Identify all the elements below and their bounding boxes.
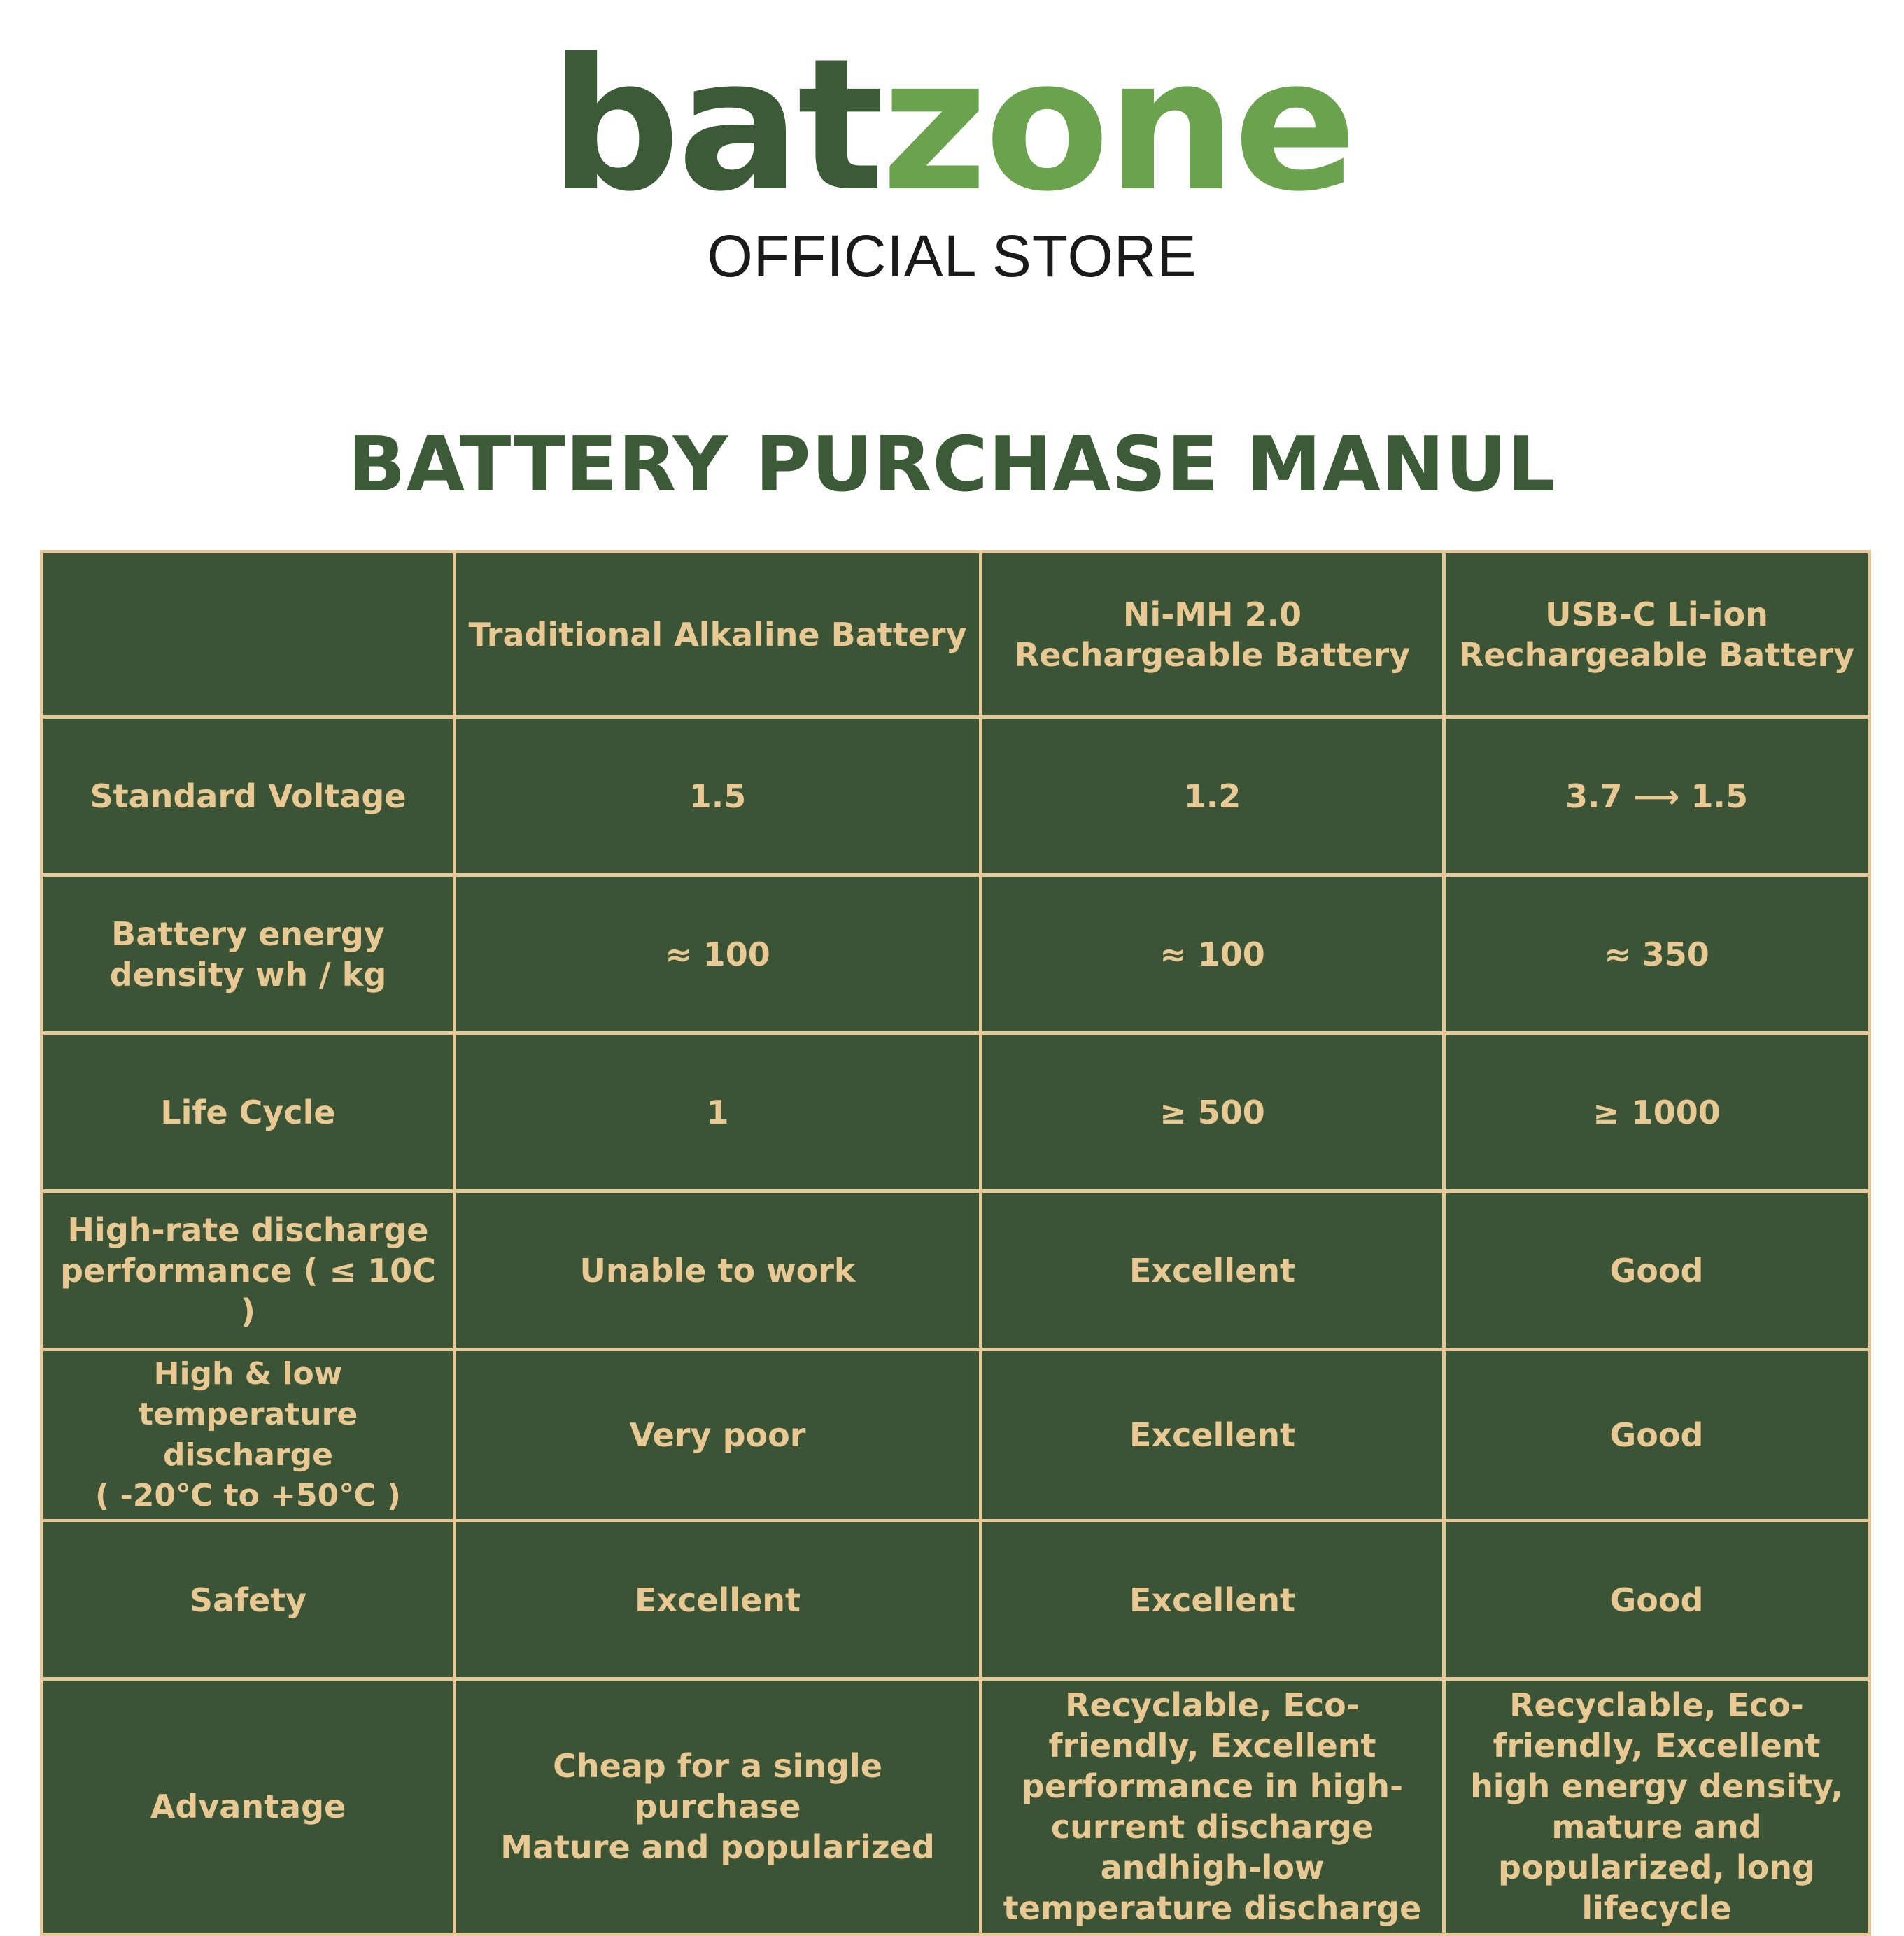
logo-zone: zone	[881, 20, 1355, 232]
header-liion	[1444, 552, 1870, 717]
row-label-standard-voltage: Standard Voltage	[42, 717, 455, 875]
cell-alkaline-advantage-line2: Mature and popularized	[500, 1828, 935, 1866]
header-liion-line1: USB-C Li-ion	[1545, 595, 1768, 633]
table-row	[42, 1350, 1870, 1521]
cell-nimh-density: ≈ 100	[981, 875, 1444, 1033]
row-label-energy-density-line2: density wh / kg	[109, 955, 387, 994]
cell-alkaline-advantage-line1: Cheap for a single purchase	[553, 1747, 882, 1825]
cell-liion-high-rate: Good	[1444, 1192, 1870, 1350]
cell-alkaline-density: ≈ 100	[455, 875, 981, 1033]
row-label-safety: Safety	[42, 1521, 455, 1679]
row-label-energy-density-line1: Battery energy	[111, 914, 385, 953]
cell-nimh-voltage: 1.2	[981, 717, 1444, 875]
cell-nimh-safety: Excellent	[981, 1521, 1444, 1679]
cell-liion-life-cycle: ≥ 1000	[1444, 1033, 1870, 1192]
header-nimh	[981, 552, 1444, 717]
row-label-high-rate-line2: performance ( ≤ 10C )	[60, 1251, 436, 1330]
cell-liion-safety: Good	[1444, 1521, 1870, 1679]
logo-wordmark	[549, 20, 1355, 232]
table-row	[42, 717, 1870, 875]
cell-liion-temperature: Good	[1444, 1350, 1870, 1521]
cell-nimh-advantage-line2: performance in high-current discharge	[1021, 1767, 1404, 1846]
row-label-energy-density	[42, 875, 455, 1033]
page-title: BATTERY PURCHASE MANUL	[348, 421, 1556, 509]
cell-alkaline-temperature: Very poor	[455, 1350, 981, 1521]
header-nimh-line1: Ni-MH 2.0	[1122, 595, 1302, 633]
cell-nimh-advantage-line3: andhigh-low temperature discharge	[1003, 1849, 1422, 1927]
table-row	[42, 1192, 1870, 1350]
cell-nimh-high-rate: Excellent	[981, 1192, 1444, 1350]
cell-nimh-advantage-line1: Recyclable, Eco-friendly, Excellent	[1048, 1686, 1376, 1765]
cell-nimh-advantage	[981, 1679, 1444, 1935]
header-alkaline: Traditional Alkaline Battery	[455, 552, 981, 717]
row-label-temperature-line3: ( -20℃ to +50℃ )	[95, 1478, 401, 1513]
logo-subtitle: OFFICIAL STORE	[707, 223, 1197, 289]
cell-nimh-temperature: Excellent	[981, 1350, 1444, 1521]
header-nimh-line2: Rechargeable Battery	[1014, 635, 1411, 674]
row-label-temperature-line1: High & low temperature	[138, 1356, 358, 1432]
logo-bat: bat	[549, 20, 882, 232]
table-row	[42, 1521, 1870, 1679]
row-label-high-rate-discharge	[42, 1192, 455, 1350]
row-label-high-rate-line1: High-rate discharge	[67, 1210, 429, 1249]
cell-alkaline-safety: Excellent	[455, 1521, 981, 1679]
table-row	[42, 1033, 1870, 1192]
row-label-temperature-discharge	[42, 1350, 455, 1521]
cell-liion-advantage	[1444, 1679, 1870, 1935]
cell-liion-density: ≈ 350	[1444, 875, 1870, 1033]
brand-logo	[0, 20, 1904, 291]
comparison-table	[40, 550, 1871, 1936]
cell-liion-advantage-line3: popularized, long lifecycle	[1498, 1849, 1815, 1927]
row-label-temperature-line2: discharge	[163, 1437, 333, 1473]
cell-liion-voltage: 3.7 ⟶ 1.5	[1444, 717, 1870, 875]
row-label-advantage: Advantage	[42, 1679, 455, 1935]
cell-alkaline-high-rate: Unable to work	[455, 1192, 981, 1350]
cell-liion-advantage-line1: Recyclable, Eco-friendly, Excellent	[1493, 1686, 1821, 1765]
table-header-row	[42, 552, 1870, 717]
table-row	[42, 875, 1870, 1033]
header-liion-line2: Rechargeable Battery	[1458, 635, 1855, 674]
cell-liion-advantage-line2: high energy density, mature and	[1470, 1767, 1843, 1846]
cell-nimh-life-cycle: ≥ 500	[981, 1033, 1444, 1192]
header-corner	[42, 552, 455, 717]
cell-alkaline-advantage	[455, 1679, 981, 1935]
cell-alkaline-voltage: 1.5	[455, 717, 981, 875]
table-row	[42, 1679, 1870, 1935]
cell-alkaline-life-cycle: 1	[455, 1033, 981, 1192]
row-label-life-cycle: Life Cycle	[42, 1033, 455, 1192]
